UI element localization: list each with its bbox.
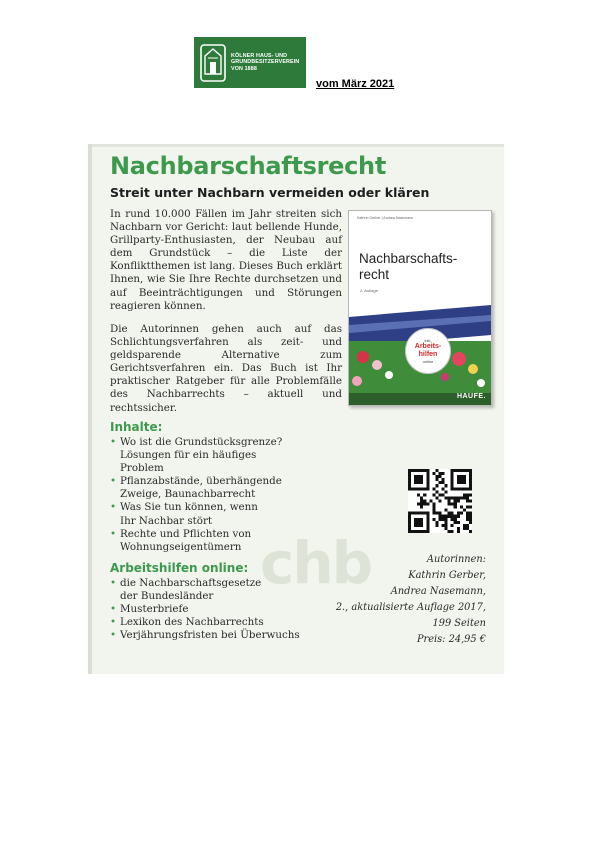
arbeitshilfen-heading: Arbeitshilfen online: [110,561,249,575]
article-paragraph: Die Autorinnen gehen auch auf das Schlichtungsverfahren als zeit- und geldsparende Alternative zum Gerichtsverfahren ein. Das Buch ist Ihr praktischer Ratgeber für alle Problemfälle des Nachbarrechts – aktuell und rechtssicher. [110,323,342,414]
publisher-name: HAUFE. [456,393,486,400]
badge-text: online [422,359,434,364]
book-authors: Kathrin Gerber | Andrea Nasemann [357,216,414,220]
list-item: • Rechte und Pflichten von Wohnungseigentümern [110,528,280,554]
list-item: • Verjährungsfristen bei Überwuchs [110,629,300,642]
logo-text [231,53,299,73]
book-cover-image [348,210,492,406]
arbeitshilfen-badge [405,328,451,374]
article-title: Nachbarschaftsrecht [110,152,386,180]
inhalte-heading: Inhalte: [110,420,163,434]
book-title [359,251,457,283]
credit-line: 2., aktualisierte Auflage 2017, [335,602,486,613]
credit-line: Andrea Nasemann, [390,586,486,597]
credit-line: Kathrin Gerber, [408,570,486,581]
publisher-logo [194,37,306,88]
badge-text: inkl. [424,338,432,343]
credit-line: 199 Seiten [432,618,486,629]
house-emblem-icon [200,44,226,82]
list-item: • die Nachbarschaftsgesetze der Bundesländer [110,577,280,603]
list-item: • Pflanzabstände, überhängende Zweige, Baunachbarrecht [110,475,290,501]
background-ghost-text: chb [260,529,372,597]
book-title-line: Nachbarschafts- [359,251,458,266]
list-item: • Wo ist die Grundstücksgrenze? Lösungen für ein häufiges Problem [110,436,300,475]
date-note: vom März 2021 [316,78,395,90]
book-title-line: recht [359,267,390,282]
list-item: • Musterbriefe [110,603,300,616]
logo-line: KÖLNER HAUS- UND [231,52,288,59]
arbeitshilfen-list [110,577,300,642]
credit-line: Preis: 24,95 € [416,634,486,645]
book-edition: 2. Auflage [360,288,378,293]
logo-line: VON 1888 [231,65,257,72]
credit-line: Autorinnen: [426,554,486,565]
badge-main-text: Arbeits- hilfen [414,343,442,358]
qr-code-icon [408,469,472,533]
logo-line: GRUNDBESITZERVEREIN [231,59,300,66]
article-clipping [88,144,504,674]
clipping-top-border [92,144,504,147]
inhalte-list [110,436,300,554]
list-item: • Lexikon des Nachbarrechts [110,616,300,629]
article-subtitle: Streit unter Nachbarn vermeiden oder klären [110,185,430,200]
article-paragraph: In rund 10.000 Fällen im Jahr streiten sich Nachbarn vor Gericht: laut bellende Hunde, Grillparty-Enthusiasten, der Neubau auf dem Grundstück – die Liste der Konfliktthemen ist lang. Dieses Buch erklärt Ihnen, wie Sie Ihre Rechte durchsetzen und auf Beeinträchtigungen und Störungen reagieren können. [110,208,342,312]
list-item: • Was Sie tun können, wenn Ihr Nachbar stört [110,501,270,527]
book-credits [306,552,486,648]
